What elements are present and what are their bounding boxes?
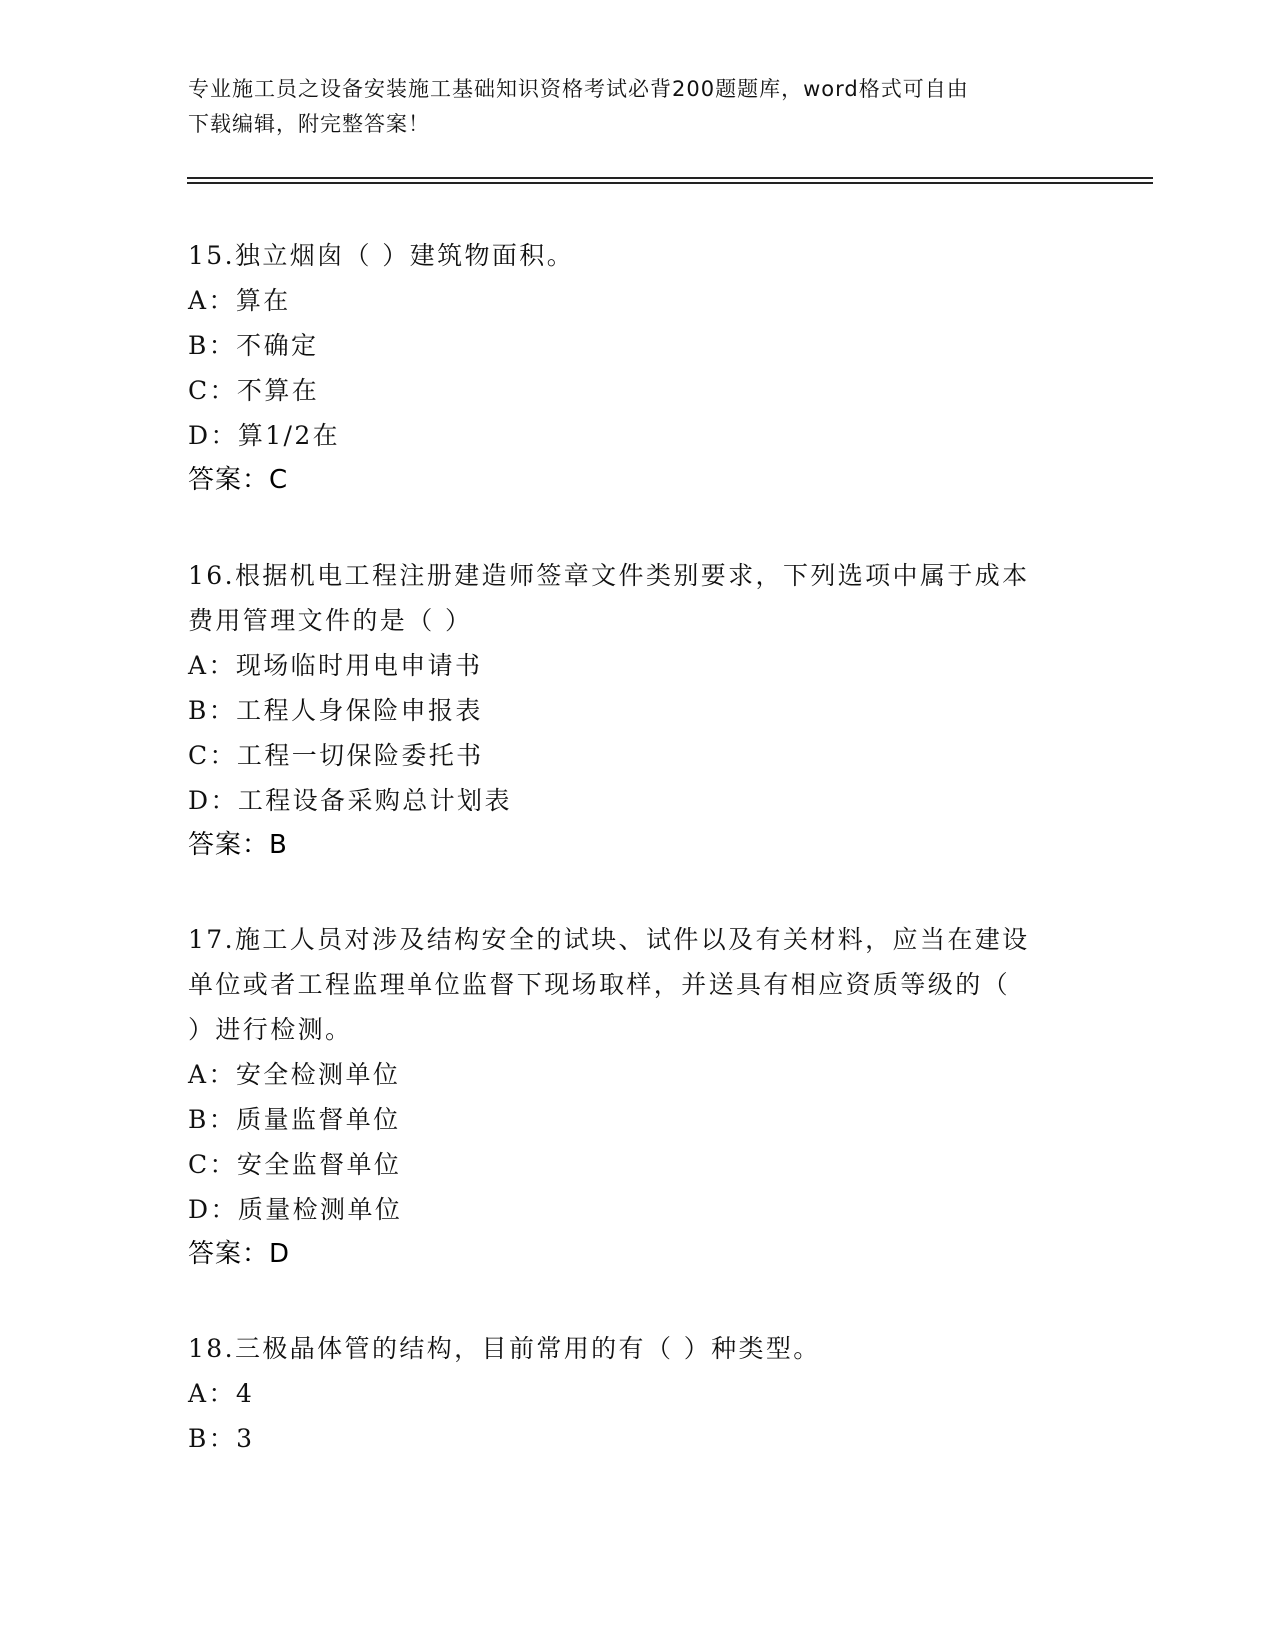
header-divider-top [187,177,1153,179]
option-c: C：工程一切保险委托书 [188,741,484,770]
header-line-1: 专业施工员之设备安装施工基础知识资格考试必背200题题库，word格式可自由 [188,77,969,101]
answer-line: 答案：D [188,1239,291,1269]
answer-line: 答案：C [188,465,289,495]
question-16 [188,553,1088,868]
option-b: B：3 [188,1424,255,1453]
question-17 [188,917,1088,1277]
answer-line: 答案：B [188,830,288,860]
option-d: D：质量检测单位 [188,1195,403,1224]
question-stem-line-1: 16.根据机电工程注册建造师签章文件类别要求，下列选项中属于成本 [188,561,1030,590]
option-a: A：安全检测单位 [188,1060,401,1089]
question-stem-line-3: ）进行检测。 [188,1015,353,1044]
option-d: D：工程设备采购总计划表 [188,786,512,815]
question-stem-line-1: 17.施工人员对涉及结构安全的试块、试件以及有关材料，应当在建设 [188,925,1030,954]
option-a: A：现场临时用电申请书 [188,651,483,680]
header-divider-bottom [187,182,1153,184]
option-c: C：不算在 [188,376,320,405]
question-15 [188,233,1088,503]
header-line-2: 下载编辑，附完整答案！ [188,112,430,136]
option-c: C：安全监督单位 [188,1150,402,1179]
document-header [188,72,1088,142]
option-b: B：质量监督单位 [188,1105,401,1134]
option-d: D：算1/2在 [188,421,341,450]
option-a: A：4 [188,1379,255,1408]
option-a: A：算在 [188,286,291,315]
question-stem-line-2: 单位或者工程监理单位监督下现场取样，并送具有相应资质等级的（ [188,970,1011,999]
option-b: B：不确定 [188,331,319,360]
option-b: B：工程人身保险申报表 [188,696,483,725]
question-stem: 18.三极晶体管的结构，目前常用的有（ ）种类型。 [188,1334,821,1363]
question-18 [188,1326,1088,1461]
question-stem: 15.独立烟囱（ ）建筑物面积。 [188,241,575,270]
question-stem-line-2: 费用管理文件的是（ ） [188,606,473,635]
